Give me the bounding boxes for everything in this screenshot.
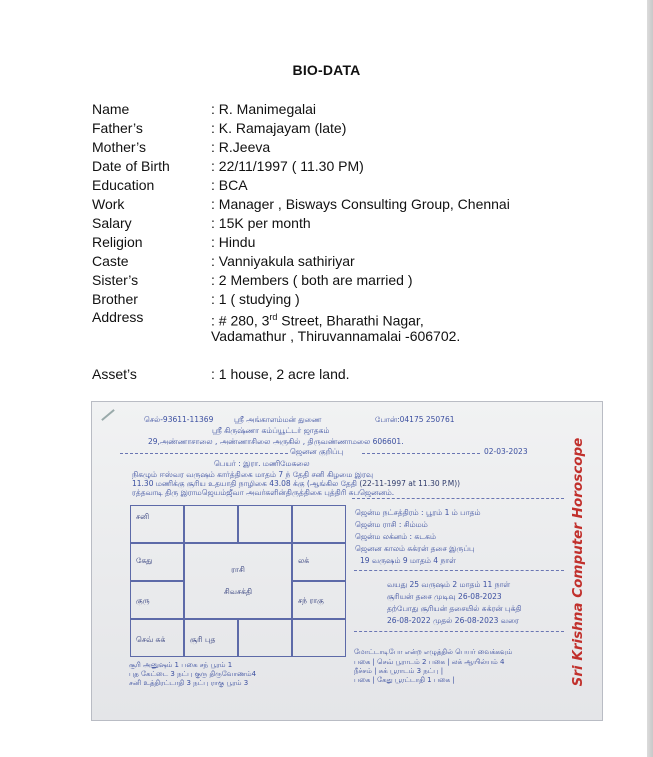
pen-mark bbox=[101, 409, 115, 421]
horo-deity: ஸ்ரீ அங்காளம்மன் துணை bbox=[234, 415, 322, 424]
horo-age: வயது 25 வருஷம் 2 மாதம் 11 நாள் bbox=[387, 580, 511, 589]
field-label: Father’s bbox=[92, 120, 143, 136]
horo-note-line1: பகை | செவ் பூராடம் 2 பகை | லக் ஆயில்யம் 4 bbox=[354, 658, 505, 666]
field-value: : R. Manimegalai bbox=[211, 101, 317, 117]
field-value: : Manager , Bisways Consulting Group, Chennai bbox=[211, 196, 510, 212]
horo-birth-line2: 11.30 மணிக்கு சூரிய உதயாதி நாழிகை 43.08 க்கு (ஆங்கில தேதி (22-11-1997 at 11.30 P.M)) bbox=[132, 479, 461, 488]
field-value: : BCA bbox=[211, 177, 248, 193]
field-label: Mother’s bbox=[92, 139, 146, 155]
horo-phone-right: போன்:04175 250761 bbox=[375, 415, 455, 424]
field-label: Work bbox=[92, 196, 125, 212]
field-value: : 2 Members ( both are married ) bbox=[211, 272, 413, 288]
rasi-cell: சூரி புத bbox=[184, 619, 238, 657]
horoscope-photo bbox=[91, 401, 603, 721]
horo-divider bbox=[352, 498, 564, 499]
horo-bottom-line1: சூரி அனுஷம் 1 பகை சந் பூரம் 1 bbox=[129, 661, 233, 669]
rasi-cell bbox=[238, 619, 292, 657]
page-edge-shadow bbox=[647, 0, 653, 757]
field-value: : K. Ramajayam (late) bbox=[211, 120, 347, 136]
horo-birth-line3: ரத்தவாடி திரு இராமஜெயம்ஜீவா அவர்களின்திருத்திகை புத்திரி சுபஜெனனம். bbox=[132, 488, 395, 497]
horo-dasa1: ஜெனன காலம் சுக்ரன் தசை இருப்பு bbox=[355, 544, 475, 553]
rasi-cell: சந் ராகு bbox=[292, 581, 346, 619]
horo-divider bbox=[354, 570, 564, 571]
field-label: Brother bbox=[92, 291, 138, 307]
horo-current: தற்போது சூரியன் தசையில் சுக்ரன் புக்தி bbox=[387, 604, 522, 613]
address-label: Address bbox=[92, 309, 144, 325]
horo-divider bbox=[120, 453, 288, 454]
address-value-line2: Vadamathur , Thiruvannamalai -606702. bbox=[211, 328, 461, 344]
field-label: Sister’s bbox=[92, 272, 139, 288]
field-label: Salary bbox=[92, 215, 132, 231]
horo-address: 29,அண்ணாசாலை , அண்ணாசிலை அருகில் , திருவண்ணாமலை 606601. bbox=[148, 437, 404, 446]
rasi-center bbox=[184, 543, 292, 619]
rasi-chart bbox=[130, 505, 346, 657]
field-value: : Hindu bbox=[211, 234, 256, 250]
field-value: : 15K per month bbox=[211, 215, 311, 231]
field-value: : 22/11/1997 ( 11.30 PM) bbox=[211, 158, 364, 174]
rasi-cell bbox=[292, 505, 346, 543]
horo-name-line: பெயர் : இரா. மணிமேகலை bbox=[214, 459, 310, 468]
field-label: Religion bbox=[92, 234, 143, 250]
horo-center-name: ஸ்ரீ கிருஷ்ணா கம்ப்யூட்டர் ஜாதகம் bbox=[212, 426, 330, 435]
horo-date: 02-03-2023 bbox=[484, 447, 528, 456]
horo-sun-end: சூரியன் தசை முடிவு 26-08-2023 bbox=[387, 592, 502, 601]
horo-chart-note: ஜெனன குறிப்பு bbox=[290, 447, 344, 456]
field-value: : R.Jeeva bbox=[211, 139, 271, 155]
rasi-cell: சனி bbox=[130, 505, 184, 543]
address-value-line1: : # 280, 3rd Street, Bharathi Nagar, bbox=[211, 312, 424, 329]
horo-period: 26-08-2022 முதல் 26-08-2023 வரை bbox=[387, 616, 519, 625]
field-label: Caste bbox=[92, 253, 129, 269]
horo-note-line2: நீச்சம் | சுக் பூராடம் 3 நட்பு | bbox=[354, 667, 444, 675]
field-label: Education bbox=[92, 177, 155, 193]
rasi-cell: குரு bbox=[130, 581, 184, 619]
horo-star: ஜென்ம நட்சத்திரம் : பூரம் 1 ம் பாதம் bbox=[355, 508, 481, 517]
horo-note-head: மோட்டாடிபோ என்ற எழுத்தில் பெயர் வைக்கவும் bbox=[354, 648, 513, 656]
horo-lagna: ஜென்ம லக்னம் : கடகம் bbox=[355, 532, 437, 541]
horo-dasa2: 19 வருஷம் 9 மாதம் 4 நாள் bbox=[360, 556, 456, 565]
rasi-label: ராசி bbox=[231, 565, 245, 574]
rasi-cell: கேது bbox=[130, 543, 184, 581]
horo-bottom-line2: புத கேட்டை 3 நட்பு குரு திருவோணம்4 bbox=[129, 670, 257, 678]
field-value: : Vanniyakula sathiriyar bbox=[211, 253, 355, 269]
rasi-cell bbox=[292, 619, 346, 657]
rasi-cell: லக் bbox=[292, 543, 346, 581]
rasi-cell bbox=[184, 505, 238, 543]
horo-side-title: Sri Krishna Computer Horoscope bbox=[570, 437, 586, 687]
rasi-cell bbox=[238, 505, 292, 543]
page-title: BIO-DATA bbox=[292, 62, 361, 78]
horo-divider bbox=[354, 631, 564, 632]
assets-label: Asset’s bbox=[92, 366, 137, 382]
field-label: Date of Birth bbox=[92, 158, 170, 174]
rasi-cell: செவ் சுக் bbox=[130, 619, 184, 657]
horo-birth-line1: நிகழும் ஈஸ்வர வருஷம் கார்த்திகை மாதம் 7 ந் தேதி சனி கிழமை இரவு bbox=[132, 470, 374, 479]
horo-phone-left: செல்-93611-11369 bbox=[144, 415, 214, 424]
field-label: Name bbox=[92, 101, 130, 117]
horo-bottom-line3: சனி உத்திரட்டாதி 3 நட்பு ராகு பூரம் 3 bbox=[129, 679, 249, 687]
horo-note-line3: பகை | கேது பூரட்டாதி 1 பகை | bbox=[354, 676, 455, 684]
amsa-label: சிவசக்தி bbox=[223, 587, 253, 596]
assets-value: : 1 house, 2 acre land. bbox=[211, 366, 350, 382]
field-value: : 1 ( studying ) bbox=[211, 291, 300, 307]
horo-rasi: ஜென்ம ராசி : சிம்மம் bbox=[355, 520, 428, 529]
horo-divider bbox=[362, 453, 480, 454]
